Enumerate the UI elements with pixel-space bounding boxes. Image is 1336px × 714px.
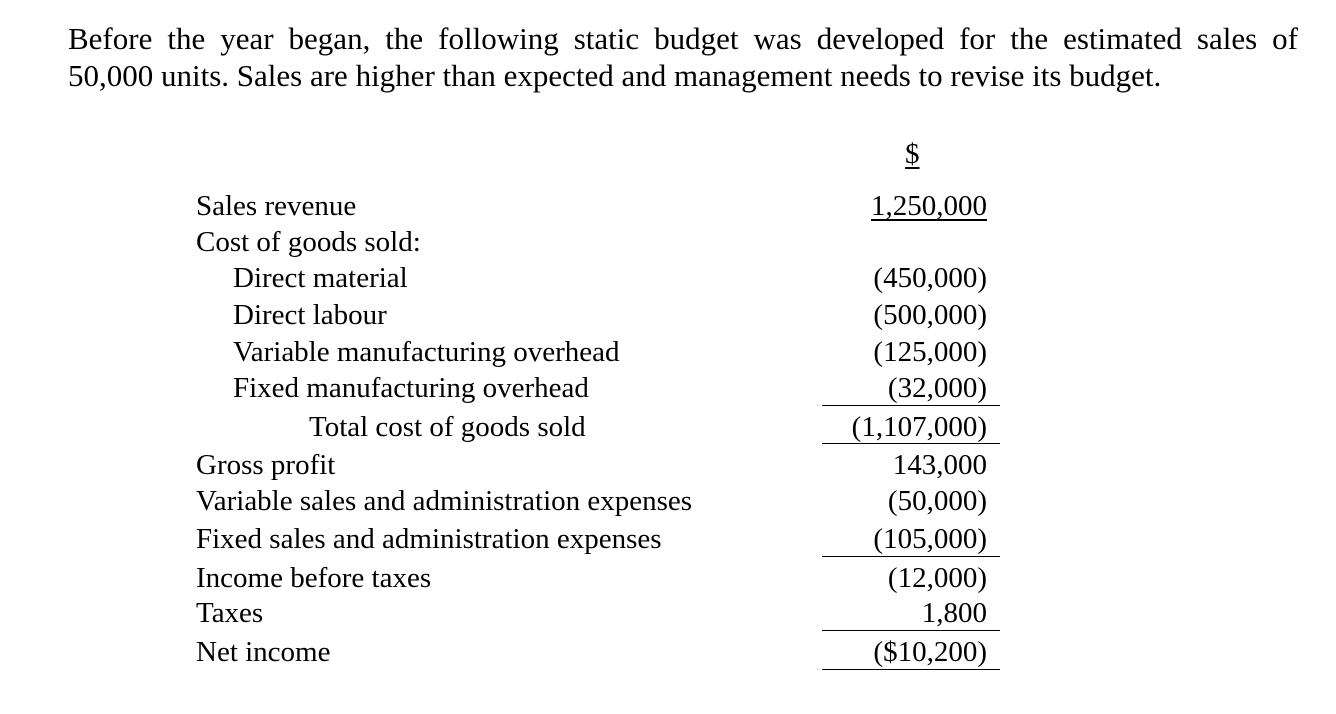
taxes-value: 1,800: [921, 597, 987, 629]
net-income-label: Net income: [196, 636, 331, 668]
direct-labour-label: Direct labour: [233, 299, 387, 331]
total-cogs-rule: [822, 443, 1000, 444]
intro-line-1: Before the year began, the following static budget was developed for the estimated sales of: [68, 21, 1298, 56]
fixed-mfg-overhead-label: Fixed manufacturing overhead: [233, 372, 589, 404]
sales-revenue-value: 1,250,000: [871, 190, 987, 222]
sales-revenue-label: Sales revenue: [196, 190, 357, 222]
total-cogs-value: (1,107,000): [851, 411, 987, 443]
intro-line-2: 50,000 units. Sales are higher than expected and management needs to revise its budget.: [68, 58, 1162, 93]
variable-sga-value: (50,000): [887, 485, 987, 517]
fixed-sga-value: (105,000): [873, 523, 987, 555]
variable-sga-label: Variable sales and administration expenses: [196, 485, 693, 517]
expenses-rule: [822, 556, 1000, 557]
fixed-sga-label: Fixed sales and administration expenses: [196, 523, 662, 555]
taxes-rule: [822, 630, 1000, 631]
net-income-value: ($10,200): [873, 636, 987, 668]
currency-header: $: [905, 138, 920, 170]
income-before-taxes-value: (12,000): [887, 562, 987, 594]
variable-mfg-overhead-value: (125,000): [873, 336, 987, 368]
gross-profit-value: 143,000: [892, 449, 987, 481]
net-income-rule: [822, 669, 1000, 670]
direct-material-label: Direct material: [233, 262, 408, 294]
variable-mfg-overhead-label: Variable manufacturing overhead: [233, 336, 620, 368]
fixed-mfg-overhead-value: (32,000): [887, 372, 987, 404]
gross-profit-label: Gross profit: [196, 449, 336, 481]
subtotal-rule: [822, 405, 1000, 406]
direct-labour-value: (500,000): [873, 299, 987, 331]
direct-material-value: (450,000): [873, 262, 987, 294]
income-before-taxes-label: Income before taxes: [196, 562, 432, 594]
taxes-label: Taxes: [196, 597, 264, 629]
total-cogs-label: Total cost of goods sold: [309, 411, 586, 443]
cogs-header-label: Cost of goods sold:: [196, 226, 421, 258]
